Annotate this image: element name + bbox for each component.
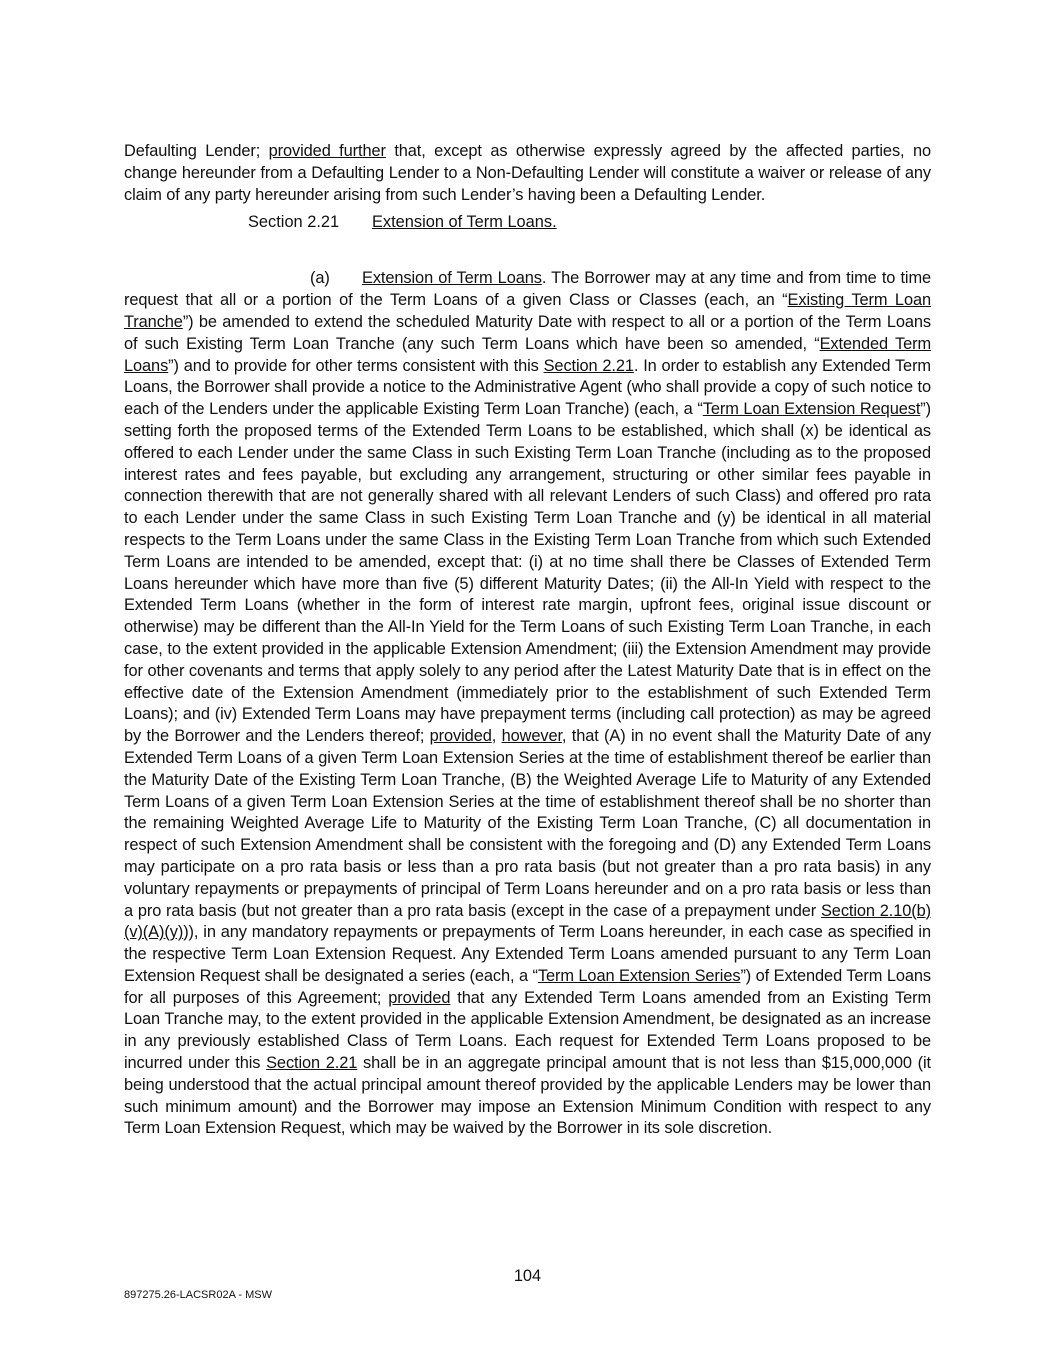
underlined-term-provided: provided bbox=[388, 988, 451, 1007]
underlined-term-provided-further: provided further bbox=[268, 142, 386, 161]
underlined-term-however: however bbox=[501, 727, 562, 746]
paragraph-defaulting-lender bbox=[124, 141, 931, 206]
subsection-title: Extension of Term Loans bbox=[362, 269, 542, 288]
text: ”) be amended to extend the scheduled Maturity Date with respect to all or a portion of the Term Loans of such Existing Term Loan Tranche (any such Term Loans which have been so amended, “ bbox=[124, 312, 931, 353]
text: Defaulting Lender; bbox=[124, 142, 269, 161]
defined-term-extended-term-loans: Extended Term Loans bbox=[124, 334, 931, 375]
text: . In order to establish any Extended Term Loans, the Borrower shall provide a notice to the Administrative Agent (who shall provide a copy of such notice to each of the Lenders under the applicable Existing Term Loan Tranche) (each, a “ bbox=[124, 356, 931, 419]
defined-term-term-loan-extension-series: Term Loan Extension Series bbox=[537, 966, 741, 985]
section-number: Section 2.21 bbox=[248, 213, 340, 231]
page-number: 104 bbox=[513, 1267, 542, 1285]
document-id: 897275.26-LACSR02A - MSW bbox=[124, 1289, 272, 1301]
text: that any Extended Term Loans amended from an Existing Term Loan Tranche may, to the extent provided in the applicable Extension Amendment, be designated as an increase in any previously established Class of Term Loans. Each request for Extended Term Loans proposed to be incurred under this bbox=[124, 988, 932, 1073]
text: that, except as otherwise expressly agreed by the affected parties, no change hereunder from a Defaulting Lender to a Non-Defaulting Lender will constitute a waiver or release of any claim of any party hereunder arising from such Lender’s having been a Defaulting Lender. bbox=[124, 142, 931, 204]
subsection-label: (a) bbox=[310, 269, 330, 288]
text: ”) of Extended Term Loans for all purposes of this Agreement; bbox=[124, 966, 931, 1007]
defined-term-existing-term-loan-tranche: Existing Term Loan Tranche bbox=[124, 291, 931, 331]
text: . The Borrower may at any time and from time to time request that all or a portion of the Term Loans of a given Class or Classes (each, an “ bbox=[124, 269, 932, 310]
text: ”) and to provide for other terms consistent with this bbox=[168, 356, 544, 375]
section-reference: Section 2.10(b)(v)(A)(y) bbox=[124, 901, 931, 942]
paragraph-extension-of-term-loans bbox=[124, 268, 931, 1140]
defined-term-term-loan-extension-request: Term Loan Extension Request bbox=[702, 400, 921, 419]
text: )), in any mandatory repayments or prepayments of Term Loans hereunder, in each case as specified in the respective Term Loan Extension Request. Any Extended Term Loans amended pursuant to any Term Loan Extension Request shall be designated a series (each, a “ bbox=[124, 923, 931, 985]
text: shall be in an aggregate principal amount that is not less than $15,000,000 (it being understood that the actual principal amount thereof provided by the applicable Lenders may be lower than such minimum amount) and the Borrower may impose an Extension Minimum Condition with respect to any Term Loan Extension Request, which may be waived by the Borrower in its sole discretion. bbox=[124, 1054, 931, 1138]
section-reference: Section 2.21 bbox=[543, 356, 634, 375]
section-title: Extension of Term Loans. bbox=[372, 213, 557, 231]
text: , that (A) in no event shall the Maturity Date of any Extended Term Loans of a given Term Loan Extension Series at the time of establishment thereof be earlier than the Maturity Date of the Existing Term Loan Tranche, (B) the Weighted Average Life to Maturity of any Extended Term Loans of a given Term Loan Extension Series at the time of establishment thereof shall be no shorter than the remaining Weighted Average Life to Maturity of the Existing Term Loan Tranche, (C) all documentation in respect of such Extension Amendment shall be consistent with the foregoing and (D) any Extended Term Loans may participate on a pro rata basis or less than a pro rata basis (but not greater than a pro rata basis) in any voluntary repayments or prepayments of principal of Term Loans hereunder and on a pro rata basis or less than a pro rata basis (but not greater than a pro rata basis (except in the case of a prepayment under bbox=[124, 727, 932, 920]
underlined-term-provided: provided bbox=[429, 727, 492, 746]
text: ”) setting forth the proposed terms of the Extended Term Loans to be established, which shall (x) be identical as offered to each Lender under the same Class in such Existing Term Loan Tranche (including as to the proposed interest rates and fees payable, but excluding any arrangement, structuring or other similar fees payable in connection therewith that are not generally shared with all relevant Lenders of such Class) and offered pro rata to each Lender under the same Class in such Existing Term Loan Tranche and (y) be identical in all material respects to the Term Loans under the same Class in the Existing Term Loan Tranche from which such Extended Term Loans are intended to be amended, except that: (i) at no time shall there be Classes of Extended Term Loans hereunder which have more than five (5) different Maturity Dates; (ii) the All-In Yield with respect to the Extended Term Loans (whether in the form of interest rate margin, upfront fees, original issue discount or otherwise) may be different than the All-In Yield for the Term Loans of such Existing Term Loan Tranche, in each case, to the extent provided in the applicable Extension Amendment; (iii) the Extension Amendment may provide for other covenants and terms that apply solely to any period after the Latest Maturity Date that is in effect on the effective date of the Extension Amendment (immediately prior to the establishment of such Extended Term Loans); and (iv) Extended Term Loans may have prepayment terms (including call protection) as may be agreed by the Borrower and the Lenders thereof; bbox=[124, 400, 931, 746]
text: , bbox=[491, 727, 502, 746]
section-heading bbox=[248, 211, 557, 233]
section-reference: Section 2.21 bbox=[266, 1054, 358, 1073]
